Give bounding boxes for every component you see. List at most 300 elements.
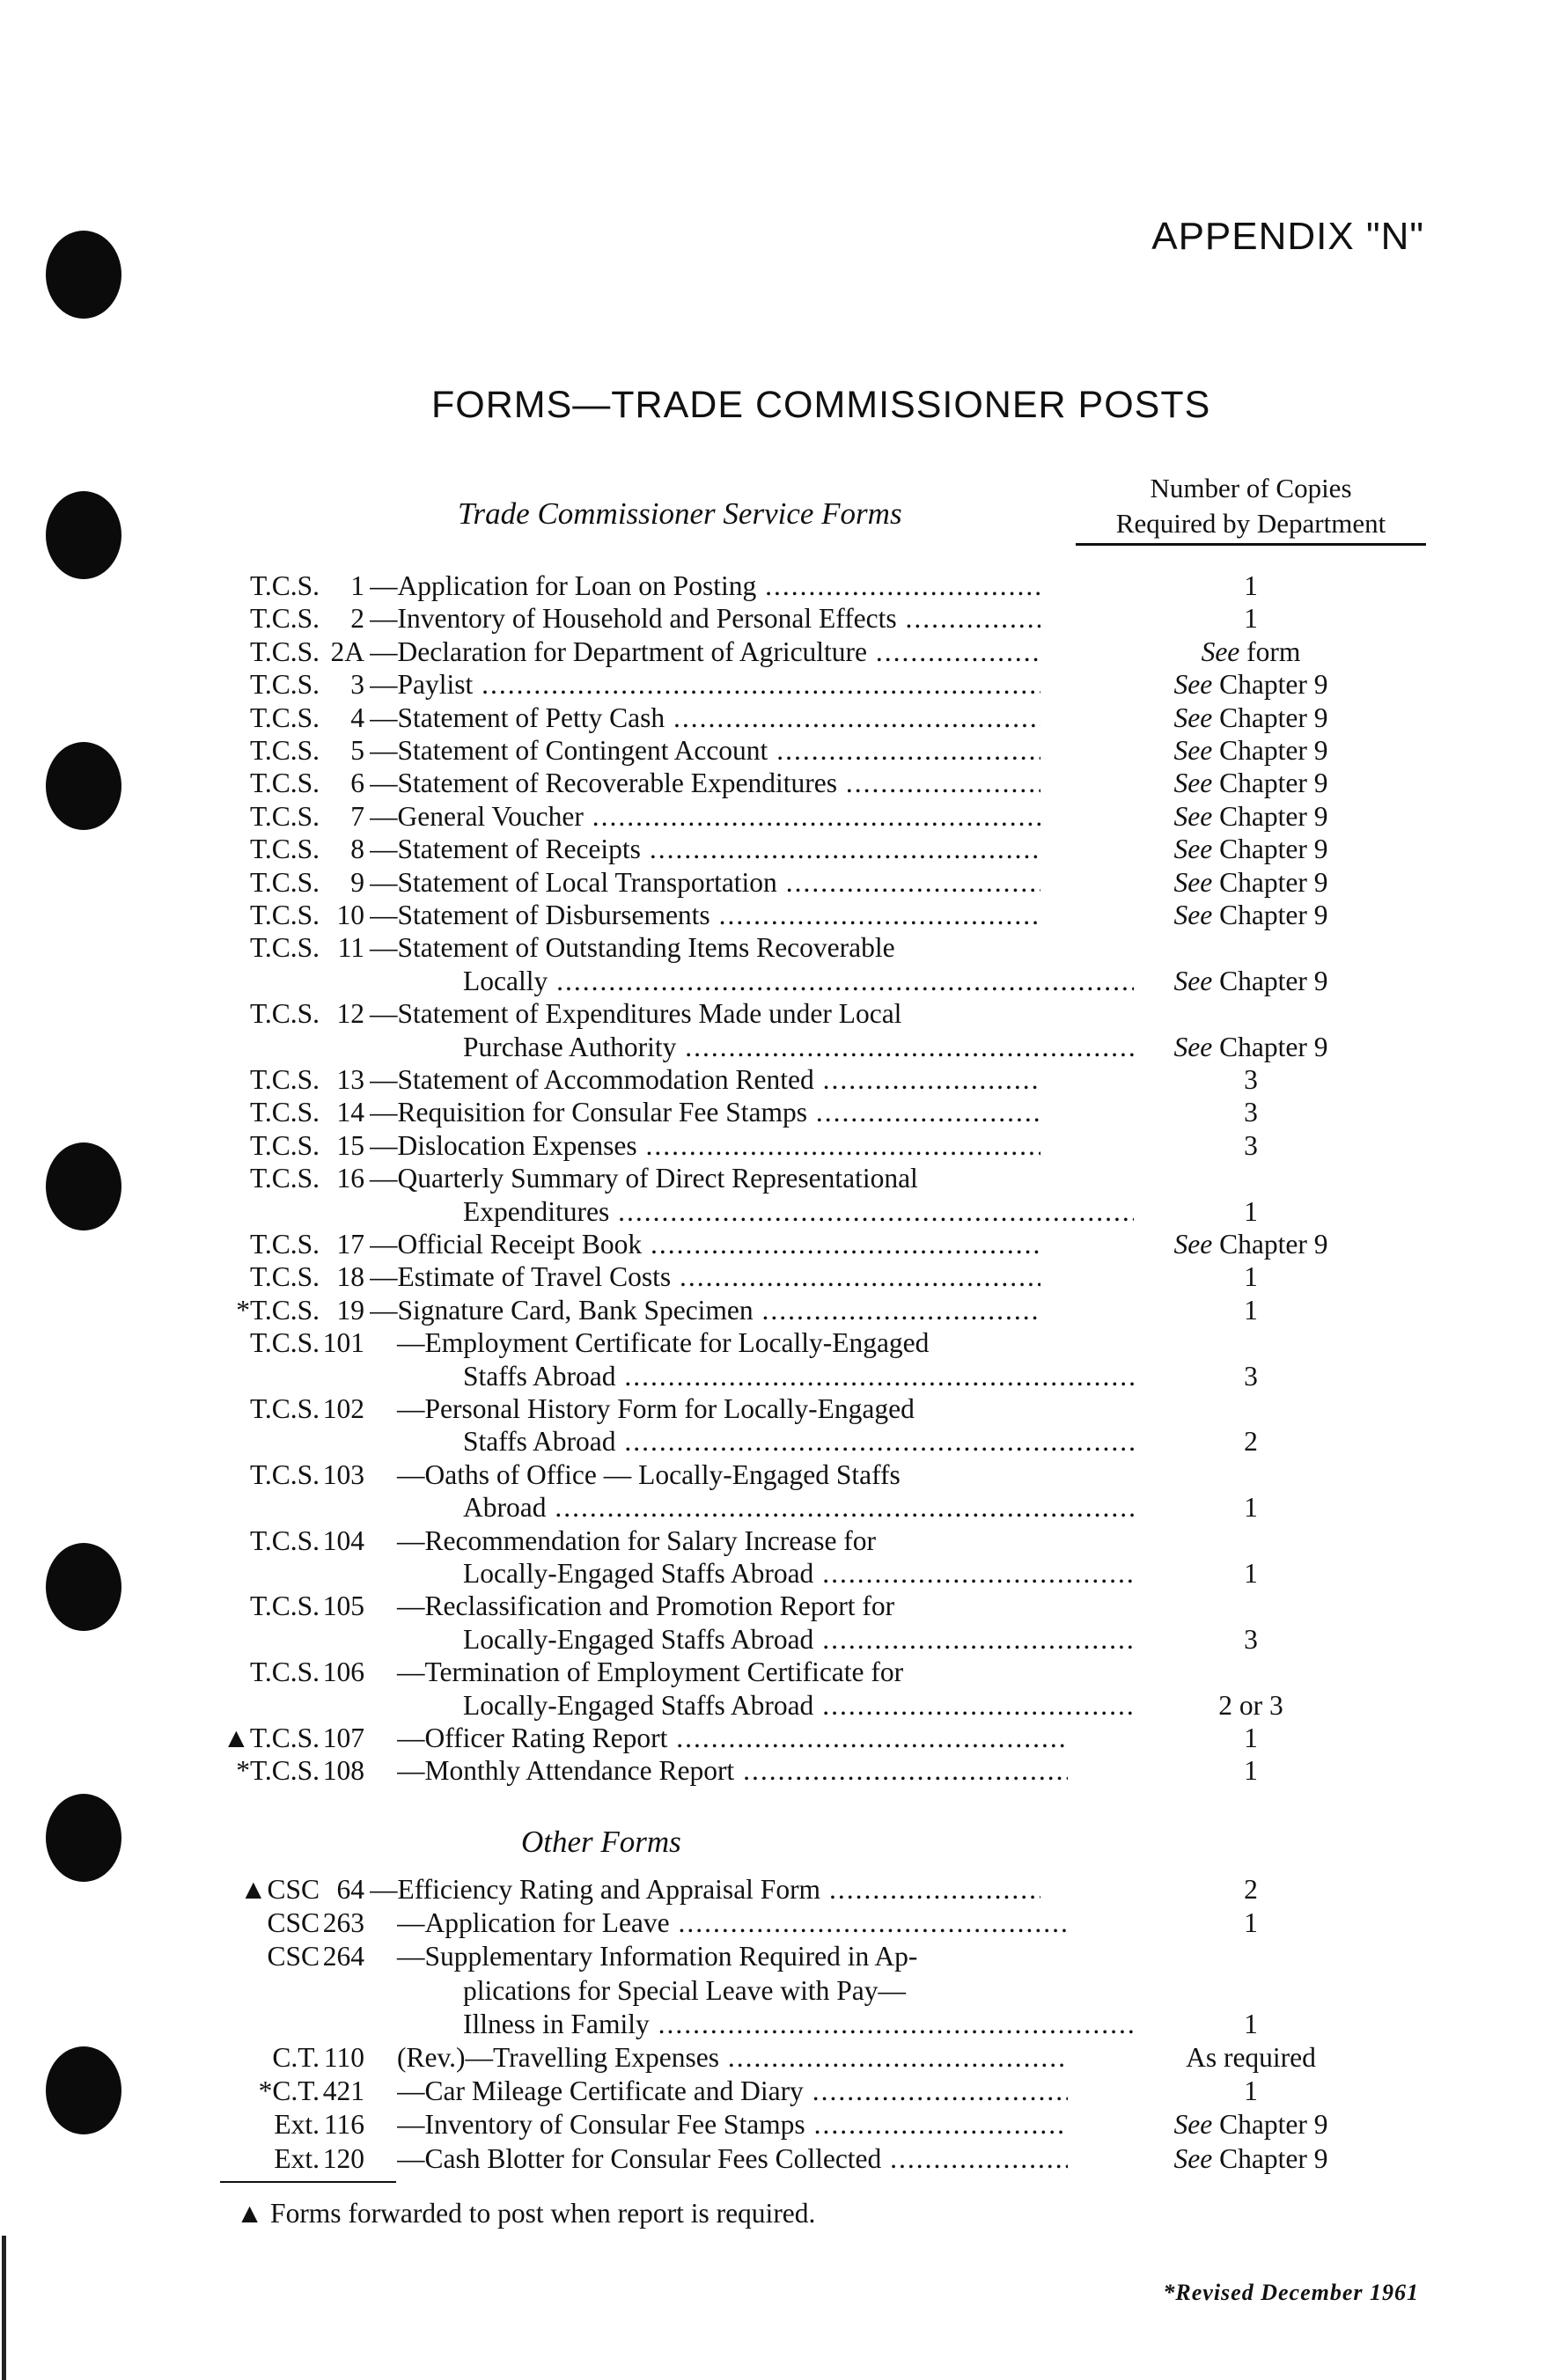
copies-value: Chapter 9 — [1219, 2109, 1328, 2141]
form-title-text: Locally-Engaged Staffs Abroad — [463, 1558, 814, 1589]
binder-hole — [46, 1794, 121, 1882]
copies-value: 1 — [1244, 1195, 1258, 1227]
form-number: 16 — [336, 1163, 364, 1194]
copies-column-header — [1076, 471, 1426, 546]
form-series: Ext. — [274, 2109, 320, 2141]
form-number: 110 — [323, 2042, 364, 2073]
binder-hole — [46, 231, 121, 319]
form-series: T.C.S. — [249, 702, 320, 733]
form-title-text: —Monthly Attendance Report — [397, 1755, 735, 1787]
form-row — [0, 668, 1544, 702]
form-title — [463, 1491, 1134, 1524]
form-title — [397, 1722, 1068, 1755]
form-title-text: —Requisition for Consular Fee Stamps — [370, 1097, 807, 1128]
copies-required — [1076, 1689, 1426, 1723]
form-title-text: Staffs Abroad — [463, 1360, 616, 1392]
form-title — [370, 1228, 1040, 1261]
form-row — [0, 635, 1544, 669]
copies-value: Chapter 9 — [1219, 800, 1328, 832]
form-row — [0, 833, 1544, 866]
form-number: 4 — [350, 702, 364, 733]
copies-required — [1076, 800, 1426, 834]
form-series: T.C.S. — [249, 932, 320, 964]
form-series: *T.C.S. — [236, 1755, 320, 1787]
form-series: T.C.S. — [249, 570, 320, 601]
copies-value: 3 — [1244, 1623, 1258, 1655]
form-title-text: —Application for Loan on Posting — [370, 570, 757, 601]
copies-required — [1076, 2041, 1426, 2075]
page-edge-mark — [2, 2236, 6, 2380]
form-title-text: —Signature Card, Bank Specimen — [370, 1294, 754, 1326]
form-row — [0, 767, 1544, 800]
copies-required — [1076, 569, 1426, 603]
form-title — [370, 997, 1040, 1031]
form-number: 105 — [322, 1590, 364, 1622]
form-series: T.C.S. — [249, 669, 320, 701]
form-number: 103 — [322, 1458, 364, 1490]
form-series: T.C.S. — [249, 1261, 320, 1293]
form-title-text: —Statement of Disbursements — [370, 900, 710, 930]
copies-value: 3 — [1244, 1129, 1258, 1161]
form-title — [463, 1557, 1134, 1590]
see-reference: See — [1173, 834, 1213, 865]
form-number: 17 — [336, 1229, 364, 1260]
form-row — [0, 1294, 1544, 1327]
form-series: CSC — [267, 1907, 320, 1939]
form-series: T.C.S. — [249, 603, 320, 635]
form-row — [0, 931, 1544, 965]
form-title — [370, 1162, 1040, 1195]
form-title-text: —Statement of Receipts — [370, 834, 641, 865]
see-reference: See — [1173, 800, 1213, 832]
form-row — [0, 1458, 1544, 1492]
form-title-text: —Termination of Employment Certificate for — [397, 1656, 904, 1688]
form-series: T.C.S. — [249, 768, 320, 799]
form-number: 14 — [336, 1097, 364, 1128]
copies-header-line1: Number of Copies — [1150, 473, 1352, 503]
copies-required — [1076, 668, 1426, 702]
form-row — [0, 1096, 1544, 1129]
copies-value: 1 — [1244, 1558, 1258, 1589]
form-title — [370, 1063, 1040, 1097]
form-title-text: —Personal History Form for Locally-Engaged — [397, 1393, 915, 1424]
copies-required — [1076, 702, 1426, 735]
form-number: 15 — [336, 1129, 364, 1161]
section-heading-tcs: Trade Commissioner Service Forms — [458, 496, 902, 531]
copies-value: Chapter 9 — [1219, 1031, 1328, 1062]
form-title-text: —Dislocation Expenses — [370, 1129, 637, 1161]
copies-required — [1076, 1557, 1426, 1590]
form-number: 13 — [336, 1064, 364, 1095]
see-reference: See — [1173, 2142, 1213, 2174]
form-number: 2 — [350, 603, 364, 635]
form-series: T.C.S. — [249, 800, 320, 832]
form-series: T.C.S. — [249, 1097, 320, 1128]
form-series: T.C.S. — [249, 866, 320, 898]
form-title — [370, 668, 1040, 702]
form-row — [0, 965, 1544, 998]
copies-value: 1 — [1244, 2008, 1258, 2039]
form-title-text: —Inventory of Household and Personal Effects — [370, 603, 897, 635]
copies-value: 1 — [1244, 2075, 1258, 2107]
form-series: C.T. — [272, 2042, 320, 2073]
form-row — [0, 1940, 1544, 1973]
copies-value: Chapter 9 — [1219, 2142, 1328, 2174]
copies-value: 3 — [1244, 1064, 1258, 1095]
form-title — [370, 734, 1040, 768]
copies-value: 2 — [1244, 1874, 1258, 1905]
form-row — [0, 1906, 1544, 1940]
see-reference: See — [1201, 635, 1240, 667]
form-row — [0, 1195, 1544, 1229]
form-title-text: —Estimate of Travel Costs — [370, 1261, 672, 1293]
form-title-text: —Statement of Local Transportation — [370, 866, 777, 898]
copies-value: 2 or 3 — [1218, 1689, 1283, 1721]
form-row — [0, 1129, 1544, 1163]
form-title-text: —Declaration for Department of Agriculture — [370, 635, 868, 667]
copies-required — [1076, 2108, 1426, 2141]
copies-required — [1076, 2075, 1426, 2108]
form-series: T.C.S. — [249, 1393, 320, 1424]
form-number: 3 — [350, 669, 364, 701]
copies-value: As required — [1186, 2042, 1316, 2073]
copies-value: form — [1246, 635, 1301, 667]
form-title-text: Purchase Authority — [463, 1031, 677, 1062]
copies-value: 1 — [1244, 570, 1258, 601]
form-title — [397, 1940, 1068, 1973]
footnote: ▲ Forms forwarded to post when report is required. — [236, 2198, 816, 2229]
form-series: ▲CSC — [239, 1874, 320, 1905]
form-title-text: —Official Receipt Book — [370, 1229, 643, 1260]
form-number: 263 — [322, 1907, 364, 1939]
form-title — [370, 800, 1040, 834]
appendix-label: APPENDIX "N" — [1151, 215, 1424, 258]
form-title — [370, 899, 1040, 932]
form-series: T.C.S. — [249, 1163, 320, 1194]
page-title: FORMS—TRADE COMMISSIONER POSTS — [431, 384, 1211, 426]
form-number: 264 — [322, 1941, 364, 1972]
form-row — [0, 1590, 1544, 1623]
form-series: T.C.S. — [249, 1327, 320, 1359]
form-series: T.C.S. — [249, 1129, 320, 1161]
form-title — [397, 1392, 1068, 1426]
form-title-text: —Statement of Contingent Account — [370, 735, 768, 766]
form-row — [0, 2041, 1544, 2075]
form-row — [0, 1754, 1544, 1788]
form-title — [370, 1294, 1040, 1327]
copies-required — [1076, 1360, 1426, 1393]
form-title-text: Staffs Abroad — [463, 1426, 616, 1458]
form-row — [0, 1425, 1544, 1458]
form-row — [0, 602, 1544, 635]
form-title — [397, 1754, 1068, 1788]
form-row — [0, 1974, 1544, 2008]
form-row — [0, 1228, 1544, 1261]
copies-required — [1076, 899, 1426, 932]
form-row — [0, 1491, 1544, 1524]
form-number: 11 — [337, 932, 364, 964]
form-title-text: —Supplementary Information Required in Ap- — [397, 1941, 918, 1972]
form-title-text: —Statement of Petty Cash — [370, 702, 665, 733]
form-number: 9 — [350, 866, 364, 898]
form-row — [0, 1031, 1544, 1064]
form-title — [370, 569, 1040, 603]
form-series: CSC — [267, 1941, 320, 1972]
form-title-text: —Car Mileage Certificate and Diary — [397, 2075, 804, 2107]
form-title — [463, 1974, 1134, 2008]
form-number: 104 — [322, 1524, 364, 1556]
binder-hole — [46, 491, 121, 579]
form-row — [0, 1063, 1544, 1097]
copies-value: Chapter 9 — [1219, 735, 1328, 766]
copies-value: 1 — [1244, 1723, 1258, 1753]
form-series: *T.C.S. — [236, 1294, 320, 1326]
form-title — [370, 1129, 1040, 1163]
form-number: 7 — [350, 800, 364, 832]
form-row — [0, 997, 1544, 1031]
form-number: 8 — [350, 834, 364, 865]
copies-required — [1076, 1491, 1426, 1524]
copies-value: Chapter 9 — [1219, 834, 1328, 865]
copies-required — [1076, 734, 1426, 768]
copies-required — [1076, 2008, 1426, 2041]
form-title-text: —Oaths of Office — Locally-Engaged Staffs — [397, 1458, 901, 1490]
copies-required — [1076, 866, 1426, 900]
form-title — [397, 2108, 1068, 2141]
form-number: 18 — [336, 1261, 364, 1293]
form-row — [0, 569, 1544, 603]
form-number: 107 — [322, 1723, 364, 1753]
see-reference: See — [1173, 1031, 1213, 1062]
form-title-text: Abroad — [463, 1492, 547, 1524]
copies-value: Chapter 9 — [1219, 1229, 1328, 1260]
form-series: T.C.S. — [249, 1590, 320, 1622]
form-title — [370, 635, 1040, 669]
form-row — [0, 1260, 1544, 1294]
copies-required — [1076, 1129, 1426, 1163]
revised-note: *Revised December 1961 — [1163, 2280, 1419, 2305]
see-reference: See — [1173, 900, 1213, 930]
copies-value: Chapter 9 — [1219, 866, 1328, 898]
form-row — [0, 2075, 1544, 2108]
form-title-text: —Recommendation for Salary Increase for — [397, 1524, 877, 1556]
form-title-text: —Paylist — [370, 669, 474, 701]
form-title — [397, 1524, 1068, 1558]
copies-required — [1076, 1623, 1426, 1656]
form-series: T.C.S. — [249, 1524, 320, 1556]
form-number: 106 — [322, 1656, 364, 1688]
form-title-text: —Statement of Recoverable Expenditures — [370, 768, 837, 799]
copies-required — [1076, 1031, 1426, 1064]
form-row — [0, 1524, 1544, 1558]
form-title-text: —Efficiency Rating and Appraisal Form — [370, 1874, 821, 1905]
copies-required — [1076, 1195, 1426, 1229]
form-title — [370, 767, 1040, 800]
form-title-text: Illness in Family — [463, 2008, 650, 2039]
form-title-text: (Rev.)—Travelling Expenses — [397, 2042, 719, 2073]
form-number: 64 — [336, 1874, 364, 1905]
copies-required — [1076, 1096, 1426, 1129]
form-title-text: Locally — [463, 965, 548, 996]
form-number: 108 — [322, 1755, 364, 1787]
form-title — [463, 1031, 1134, 1064]
see-reference: See — [1173, 965, 1213, 996]
copies-required — [1076, 1873, 1426, 1906]
form-title — [397, 2041, 1068, 2075]
copies-required — [1076, 1260, 1426, 1294]
form-title-text: —Statement of Outstanding Items Recoverable — [370, 932, 895, 964]
form-title — [463, 1360, 1134, 1393]
form-row — [0, 1392, 1544, 1426]
form-title-text: Locally-Engaged Staffs Abroad — [463, 1689, 814, 1721]
form-title — [370, 866, 1040, 900]
form-title-text: —Statement of Expenditures Made under Local — [370, 998, 902, 1030]
form-row — [0, 1360, 1544, 1393]
form-series: *C.T. — [258, 2075, 320, 2107]
copies-required — [1076, 1425, 1426, 1458]
form-title — [370, 1260, 1040, 1294]
form-row — [0, 1689, 1544, 1723]
form-series: T.C.S. — [249, 635, 320, 667]
copies-value: 1 — [1244, 603, 1258, 635]
copies-value: 3 — [1244, 1097, 1258, 1128]
form-row — [0, 1326, 1544, 1360]
see-reference: See — [1173, 2109, 1213, 2141]
form-number: 19 — [336, 1294, 364, 1326]
form-number: 116 — [323, 2109, 364, 2141]
copies-value: Chapter 9 — [1219, 768, 1328, 799]
form-series: ▲T.C.S. — [222, 1723, 320, 1753]
form-title-text: —Reclassification and Promotion Report for — [397, 1590, 895, 1622]
form-row — [0, 702, 1544, 735]
form-number: 101 — [322, 1327, 364, 1359]
form-row — [0, 899, 1544, 932]
copies-value: Chapter 9 — [1219, 965, 1328, 996]
form-title — [397, 1656, 1068, 1689]
form-number: 2A — [330, 635, 364, 667]
copies-value: 2 — [1244, 1426, 1258, 1458]
form-title — [397, 2075, 1068, 2108]
form-row — [0, 1623, 1544, 1656]
form-number: 421 — [322, 2075, 364, 2107]
form-series: T.C.S. — [249, 998, 320, 1030]
form-number: 10 — [336, 900, 364, 930]
form-series: T.C.S. — [249, 1064, 320, 1095]
form-number: 102 — [322, 1393, 364, 1424]
form-title-text: —Cash Blotter for Consular Fees Collected — [397, 2142, 882, 2174]
copies-required — [1076, 1294, 1426, 1327]
form-title — [370, 931, 1040, 965]
form-title-text: —General Voucher — [370, 800, 584, 832]
copies-required — [1076, 635, 1426, 669]
form-title — [397, 1590, 1068, 1623]
form-title — [370, 602, 1040, 635]
form-number: 6 — [350, 768, 364, 799]
form-title-text: —Quarterly Summary of Direct Representational — [370, 1163, 918, 1194]
form-series: T.C.S. — [249, 1458, 320, 1490]
form-title-text: Expenditures — [463, 1195, 610, 1227]
form-title-text: Locally-Engaged Staffs Abroad — [463, 1623, 814, 1655]
form-title — [397, 1458, 1068, 1492]
form-row — [0, 1557, 1544, 1590]
copies-required — [1076, 1228, 1426, 1261]
see-reference: See — [1173, 735, 1213, 766]
form-series: T.C.S. — [249, 1656, 320, 1688]
copies-required — [1076, 1754, 1426, 1788]
copies-value: 3 — [1244, 1360, 1258, 1392]
copies-value: 1 — [1244, 1755, 1258, 1787]
form-series: T.C.S. — [249, 900, 320, 930]
form-number: 1 — [350, 570, 364, 601]
copies-value: Chapter 9 — [1219, 702, 1328, 733]
copies-required — [1076, 1063, 1426, 1097]
form-row — [0, 1873, 1544, 1906]
form-series: T.C.S. — [249, 1229, 320, 1260]
form-title — [397, 1326, 1068, 1360]
form-title — [370, 702, 1040, 735]
form-title-text: —Employment Certificate for Locally-Engaged — [397, 1327, 930, 1359]
see-reference: See — [1173, 669, 1213, 701]
copies-value: 1 — [1244, 1907, 1258, 1939]
form-row — [0, 2108, 1544, 2141]
form-number: 120 — [322, 2142, 364, 2174]
copies-value: Chapter 9 — [1219, 669, 1328, 701]
form-row — [0, 2142, 1544, 2176]
copies-required — [1076, 767, 1426, 800]
form-series: T.C.S. — [249, 735, 320, 766]
copies-required — [1076, 833, 1426, 866]
form-series: T.C.S. — [249, 834, 320, 865]
form-row — [0, 734, 1544, 768]
form-row — [0, 866, 1544, 900]
form-title — [370, 833, 1040, 866]
copies-required — [1076, 1722, 1426, 1755]
form-title — [370, 1873, 1040, 1906]
form-title — [463, 965, 1134, 998]
copies-required — [1076, 965, 1426, 998]
form-title — [463, 1623, 1134, 1656]
see-reference: See — [1173, 866, 1213, 898]
form-row — [0, 1722, 1544, 1755]
form-title — [370, 1096, 1040, 1129]
section-heading-other: Other Forms — [521, 1825, 681, 1859]
copies-required — [1076, 1906, 1426, 1940]
see-reference: See — [1173, 702, 1213, 733]
form-number: 12 — [336, 998, 364, 1030]
copies-required — [1076, 602, 1426, 635]
copies-header-line2: Required by Department — [1076, 506, 1426, 546]
form-number: 5 — [350, 735, 364, 766]
form-title — [463, 1425, 1134, 1458]
form-title-text: plications for Special Leave with Pay— — [463, 1974, 906, 2006]
form-title — [397, 2142, 1068, 2176]
copies-value: 1 — [1244, 1261, 1258, 1293]
form-title — [463, 1195, 1134, 1229]
form-title — [463, 2008, 1134, 2041]
form-row — [0, 1162, 1544, 1195]
copies-required — [1076, 2142, 1426, 2176]
see-reference: See — [1173, 1229, 1213, 1260]
form-title — [463, 1689, 1134, 1723]
footnote-rule — [220, 2181, 396, 2183]
copies-value: Chapter 9 — [1219, 900, 1328, 930]
form-series: Ext. — [274, 2142, 320, 2174]
form-title-text: —Application for Leave — [397, 1907, 670, 1939]
form-title — [397, 1906, 1068, 1940]
form-title-text: —Inventory of Consular Fee Stamps — [397, 2109, 805, 2141]
form-row — [0, 1656, 1544, 1689]
copies-value: 1 — [1244, 1294, 1258, 1326]
